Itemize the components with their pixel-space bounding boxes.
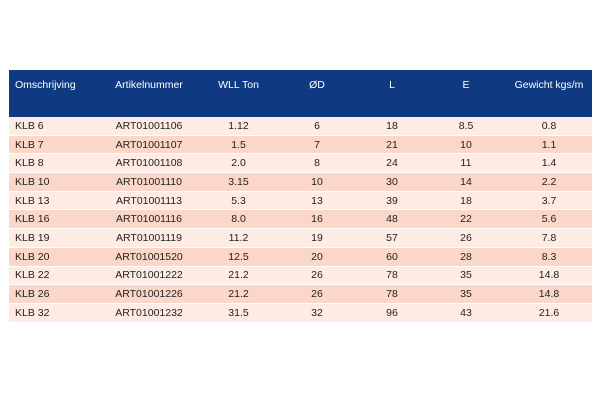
cell-omschrijving: KLB 26 (9, 285, 97, 304)
cell-artikelnummer: ART01001108 (97, 154, 201, 173)
cell-diameter: 8 (276, 154, 358, 173)
cell-artikelnummer: ART01001119 (97, 229, 201, 248)
table-row (9, 136, 592, 155)
cell-length: 60 (358, 248, 426, 267)
cell-gewicht: 7.8 (506, 229, 592, 248)
cell-gewicht: 1.1 (506, 136, 592, 155)
cell-e: 14 (426, 173, 506, 192)
cell-length: 18 (358, 117, 426, 136)
table-header (9, 70, 592, 117)
cell-artikelnummer: ART01001113 (97, 192, 201, 211)
header-omschrijving: Omschrijving (9, 70, 97, 117)
cell-omschrijving: KLB 19 (9, 229, 97, 248)
cell-gewicht: 8.3 (506, 248, 592, 267)
cell-length: 78 (358, 285, 426, 304)
cell-diameter: 6 (276, 117, 358, 136)
header-length: L (358, 70, 426, 117)
table-row (9, 285, 592, 304)
cell-wll-ton: 5.3 (201, 192, 276, 211)
cell-diameter: 32 (276, 304, 358, 323)
cell-e: 18 (426, 192, 506, 211)
cell-length: 48 (358, 210, 426, 229)
cell-e: 8.5 (426, 117, 506, 136)
header-e: E (426, 70, 506, 117)
cell-omschrijving: KLB 10 (9, 173, 97, 192)
cell-wll-ton: 11.2 (201, 229, 276, 248)
table-row (9, 154, 592, 173)
cell-artikelnummer: ART01001110 (97, 173, 201, 192)
cell-wll-ton: 21.2 (201, 285, 276, 304)
cell-diameter: 7 (276, 136, 358, 155)
cell-length: 21 (358, 136, 426, 155)
cell-omschrijving: KLB 8 (9, 154, 97, 173)
cell-artikelnummer: ART01001106 (97, 117, 201, 136)
cell-artikelnummer: ART01001116 (97, 210, 201, 229)
cell-e: 11 (426, 154, 506, 173)
header-artikelnummer: Artikelnummer (97, 70, 201, 117)
cell-wll-ton: 1.12 (201, 117, 276, 136)
table-row (9, 248, 592, 267)
cell-gewicht: 21.6 (506, 304, 592, 323)
table-row (9, 304, 592, 323)
table-row (9, 267, 592, 286)
cell-artikelnummer: ART01001222 (97, 267, 201, 286)
cell-e: 35 (426, 285, 506, 304)
cell-diameter: 13 (276, 192, 358, 211)
cell-diameter: 10 (276, 173, 358, 192)
table-row (9, 229, 592, 248)
cell-e: 43 (426, 304, 506, 323)
cell-omschrijving: KLB 16 (9, 210, 97, 229)
cell-diameter: 16 (276, 210, 358, 229)
cell-wll-ton: 2.0 (201, 154, 276, 173)
table-row (9, 192, 592, 211)
cell-length: 30 (358, 173, 426, 192)
cell-omschrijving: KLB 22 (9, 267, 97, 286)
header-diameter: ØD (276, 70, 358, 117)
cell-gewicht: 2.2 (506, 173, 592, 192)
cell-gewicht: 5.6 (506, 210, 592, 229)
cell-gewicht: 14.8 (506, 285, 592, 304)
header-row (9, 70, 592, 117)
table-body (9, 117, 592, 323)
cell-artikelnummer: ART01001232 (97, 304, 201, 323)
cell-length: 39 (358, 192, 426, 211)
cell-diameter: 26 (276, 267, 358, 286)
cell-wll-ton: 3.15 (201, 173, 276, 192)
cell-gewicht: 1.4 (506, 154, 592, 173)
cell-artikelnummer: ART01001226 (97, 285, 201, 304)
cell-wll-ton: 8.0 (201, 210, 276, 229)
cell-e: 10 (426, 136, 506, 155)
table-row (9, 173, 592, 192)
cell-length: 96 (358, 304, 426, 323)
cell-gewicht: 14.8 (506, 267, 592, 286)
cell-artikelnummer: ART01001520 (97, 248, 201, 267)
cell-e: 26 (426, 229, 506, 248)
cell-omschrijving: KLB 20 (9, 248, 97, 267)
cell-omschrijving: KLB 7 (9, 136, 97, 155)
header-wll-ton: WLL Ton (201, 70, 276, 117)
cell-diameter: 19 (276, 229, 358, 248)
cell-length: 24 (358, 154, 426, 173)
cell-wll-ton: 12.5 (201, 248, 276, 267)
cell-length: 57 (358, 229, 426, 248)
cell-length: 78 (358, 267, 426, 286)
cell-omschrijving: KLB 6 (9, 117, 97, 136)
cell-omschrijving: KLB 32 (9, 304, 97, 323)
cell-diameter: 26 (276, 285, 358, 304)
table-row (9, 117, 592, 136)
cell-e: 22 (426, 210, 506, 229)
table-row (9, 210, 592, 229)
cell-wll-ton: 31.5 (201, 304, 276, 323)
cell-diameter: 20 (276, 248, 358, 267)
cell-artikelnummer: ART01001107 (97, 136, 201, 155)
cell-gewicht: 3.7 (506, 192, 592, 211)
spec-table (9, 70, 592, 323)
cell-e: 35 (426, 267, 506, 286)
cell-wll-ton: 21.2 (201, 267, 276, 286)
cell-omschrijving: KLB 13 (9, 192, 97, 211)
cell-e: 28 (426, 248, 506, 267)
cell-gewicht: 0.8 (506, 117, 592, 136)
cell-wll-ton: 1.5 (201, 136, 276, 155)
header-gewicht: Gewicht kgs/m (506, 70, 592, 117)
